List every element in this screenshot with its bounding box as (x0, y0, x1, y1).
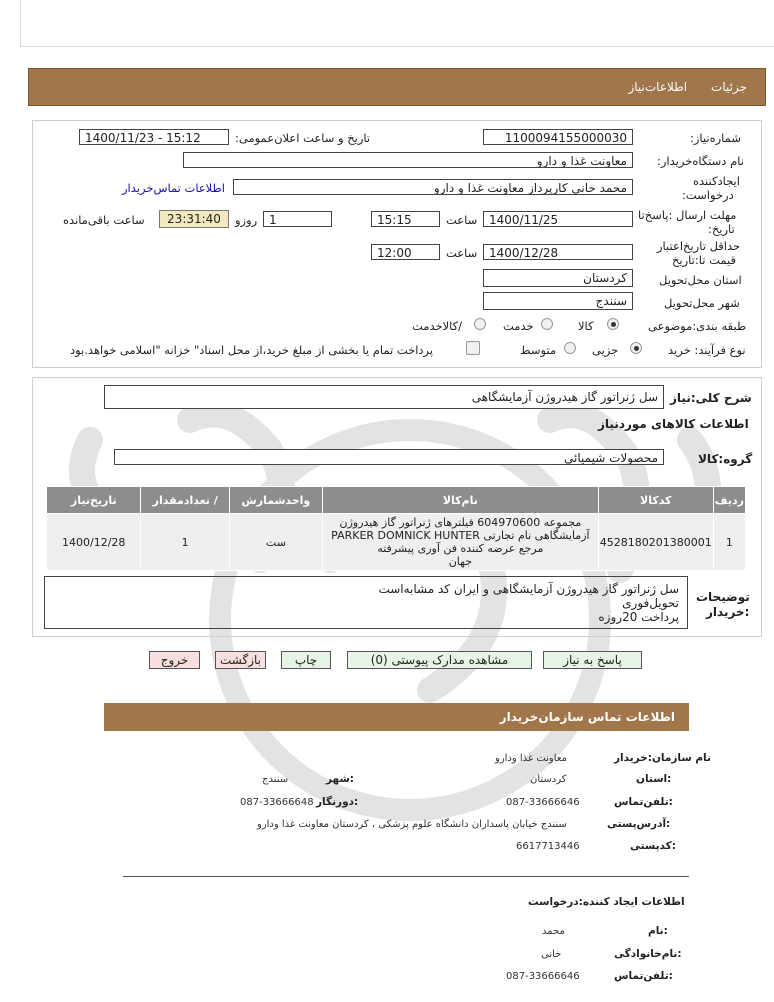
province-field[interactable]: کردستان (483, 269, 633, 287)
row-name (322, 514, 598, 571)
creator-label-2: درخواست: (682, 188, 734, 202)
process-partial-radio[interactable] (630, 342, 642, 354)
city-field[interactable]: سنندج (483, 292, 633, 310)
contact-city-label: :شهر (326, 773, 354, 785)
notes-line-3: پرداخت 20روزه (598, 610, 679, 624)
items-table (46, 486, 746, 571)
print-button[interactable]: چاپ (281, 651, 331, 669)
notes-label: توضیحات (696, 590, 750, 604)
category-goods-service-label: /کالاخدمت (412, 319, 463, 333)
deadline-time-label: ساعت (446, 213, 478, 227)
contact-province-label: :استان (636, 773, 672, 785)
contact-postal: 6617713446 (516, 841, 580, 852)
creator-field[interactable]: محمد خانی کارپرداز معاونت غذا و دارو (233, 179, 633, 195)
creator-name: محمد (542, 926, 565, 937)
col-unit: واحدشمارش (229, 487, 322, 514)
col-index: ردیف (713, 487, 745, 514)
buyer-notes-box (44, 576, 688, 629)
details-title: جزئیات (711, 80, 747, 94)
validity-label-2: قیمت تا:تاریخ (672, 253, 737, 267)
city-label: شهر محل‌تحویل (664, 296, 740, 310)
need-number-field[interactable]: 1100094155000030 (483, 129, 633, 145)
creator-info-title: اطلاعات ایجاد کننده:درخواست (528, 896, 685, 908)
row-unit: ست (229, 514, 322, 571)
group-label: گروه:کالا (698, 452, 753, 466)
notes-line-2: تحویل‌فوری (622, 596, 679, 610)
deadline-time-field[interactable]: 15:15 (371, 211, 440, 227)
creator-phone: 087-33666646 (506, 971, 580, 982)
row-name-line-3: مرجع عرضه کننده فن آوری پیشرفته (377, 542, 544, 555)
contact-header: اطلاعات تماس سازمان‌خریدار (104, 703, 689, 731)
creator-family-label: :نام‌خانوادگی (614, 948, 682, 960)
contact-phone: 087-33666646 (506, 797, 580, 808)
back-button[interactable]: بازگشت (215, 651, 266, 669)
attachments-button[interactable]: مشاهده مدارک پیوستی (0) (347, 651, 532, 669)
process-label: نوع فرآیند: خرید (668, 343, 746, 357)
row-index: 1 (713, 514, 745, 571)
validity-date-field[interactable]: 1400/12/28 (483, 244, 633, 260)
province-label: استان محل‌تحویل (659, 273, 742, 287)
creator-label: ایجادکننده (693, 174, 740, 188)
contact-divider (123, 876, 689, 877)
deadline-label: مهلت ارسال :پاسخ‌تا (638, 208, 737, 222)
notes-label-2: :خریدار (706, 605, 750, 619)
col-name: نام‌کالا (322, 487, 598, 514)
announce-label: تاریخ و ساعت اعلان‌عمومی: (235, 131, 371, 145)
creator-name-label: :نام (648, 925, 668, 937)
table-row[interactable] (47, 514, 746, 571)
left-border (20, 0, 21, 46)
announce-field[interactable]: 1400/11/23 - 15:12 (79, 129, 229, 145)
buyer-org-field[interactable]: معاونت غذا و دارو (183, 152, 633, 168)
remaining-label: ساعت باقی‌مانده (63, 213, 145, 227)
contact-address: سنندج خیابان پاسداران دانشگاه علوم پزشکی ، کردستان معاونت غذا ودارو (257, 819, 567, 830)
creator-phone-label: :تلفن‌تماس (614, 970, 673, 982)
treasury-checkbox[interactable] (466, 341, 480, 355)
exit-button[interactable]: خروج (149, 651, 200, 669)
col-qty: / تعدادمقدار (141, 487, 229, 514)
deadline-date-field[interactable]: 1400/11/25 (483, 211, 633, 227)
category-goods-label: کالا (578, 319, 594, 333)
contact-city: سنندج (262, 774, 289, 785)
validity-label: حداقل تاریخ‌اعتبار (657, 239, 741, 253)
notes-line-1: سل ژنراتور گاز هیدروژن آزمایشگاهی و ایران کد مشابه‌است (378, 582, 679, 596)
contact-org-label: نام سازمان:خریدار (614, 752, 711, 764)
process-partial-label: جزیی (592, 343, 619, 357)
category-service-radio[interactable] (541, 318, 553, 330)
reply-button[interactable]: پاسخ به نیاز (543, 651, 642, 669)
group-field[interactable]: محصولات شیمیائی (114, 449, 664, 465)
creator-family: خانی (541, 949, 562, 960)
need-number-label: شماره‌نیاز: (690, 131, 741, 145)
row-qty: 1 (141, 514, 229, 571)
summary-label: شرح کلی:نیاز (670, 391, 752, 405)
contact-phone-label: :تلفن‌تماس (614, 796, 673, 808)
goods-info-title: اطلاعات کالاهای موردنیاز (598, 417, 749, 431)
col-date: تاریخ‌نیاز (47, 487, 141, 514)
row-code: 4528180201380001 (598, 514, 713, 571)
details-header (28, 68, 766, 106)
row-date: 1400/12/28 (47, 514, 141, 571)
row-name-line-1: مجموعه 604970600 فیلترهای ژنراتور گاز هیدروژن (339, 516, 582, 529)
validity-time-field[interactable]: 12:00 (371, 244, 440, 260)
items-table-header (47, 487, 746, 514)
top-divider (20, 46, 774, 47)
summary-field[interactable]: سل ژنراتور گاز هیدروژن آزمایشگاهی (104, 385, 664, 409)
contact-fax-label: :دورنگار (316, 796, 359, 808)
buyer-org-label: نام دستگاه‌خریدار: (657, 154, 744, 168)
col-code: کدکالا (598, 487, 713, 514)
category-service-label: خدمت (503, 319, 534, 333)
process-medium-radio[interactable] (564, 342, 576, 354)
contact-org: معاونت غذا ودارو (495, 753, 567, 764)
process-medium-label: متوسط (520, 343, 557, 357)
row-name-line-2: آزمایشگاهی نام تجارتی PARKER DOMNICK HUNTER (331, 529, 590, 542)
remaining-time-field: 23:31:40 (159, 210, 229, 228)
buyer-contact-link[interactable]: اطلاعات تماس‌خریدار (122, 181, 225, 195)
treasury-note: پرداخت تمام یا بخشی از مبلغ خرید،از محل اسناد" خزانه "اسلامی خواهد.بود (70, 343, 434, 357)
category-label: طبقه بندی:موضوعی (648, 319, 747, 333)
category-goods-service-radio[interactable] (474, 318, 486, 330)
contact-fax: 087-33666648 (240, 797, 314, 808)
contact-address-label: :آدرس‌پستی (607, 818, 671, 830)
days-field[interactable]: 1 (263, 211, 332, 227)
need-info-title: اطلاعات‌نیاز (628, 80, 688, 94)
contact-province: کردستان (530, 774, 567, 785)
contact-postal-label: :کدپستی (630, 840, 676, 852)
deadline-label-2: تاریخ: (708, 222, 735, 236)
category-goods-radio[interactable] (607, 318, 619, 330)
validity-time-label: ساعت (446, 246, 478, 260)
row-name-line-4: جهان (448, 555, 473, 568)
days-label: روزو (235, 213, 258, 227)
